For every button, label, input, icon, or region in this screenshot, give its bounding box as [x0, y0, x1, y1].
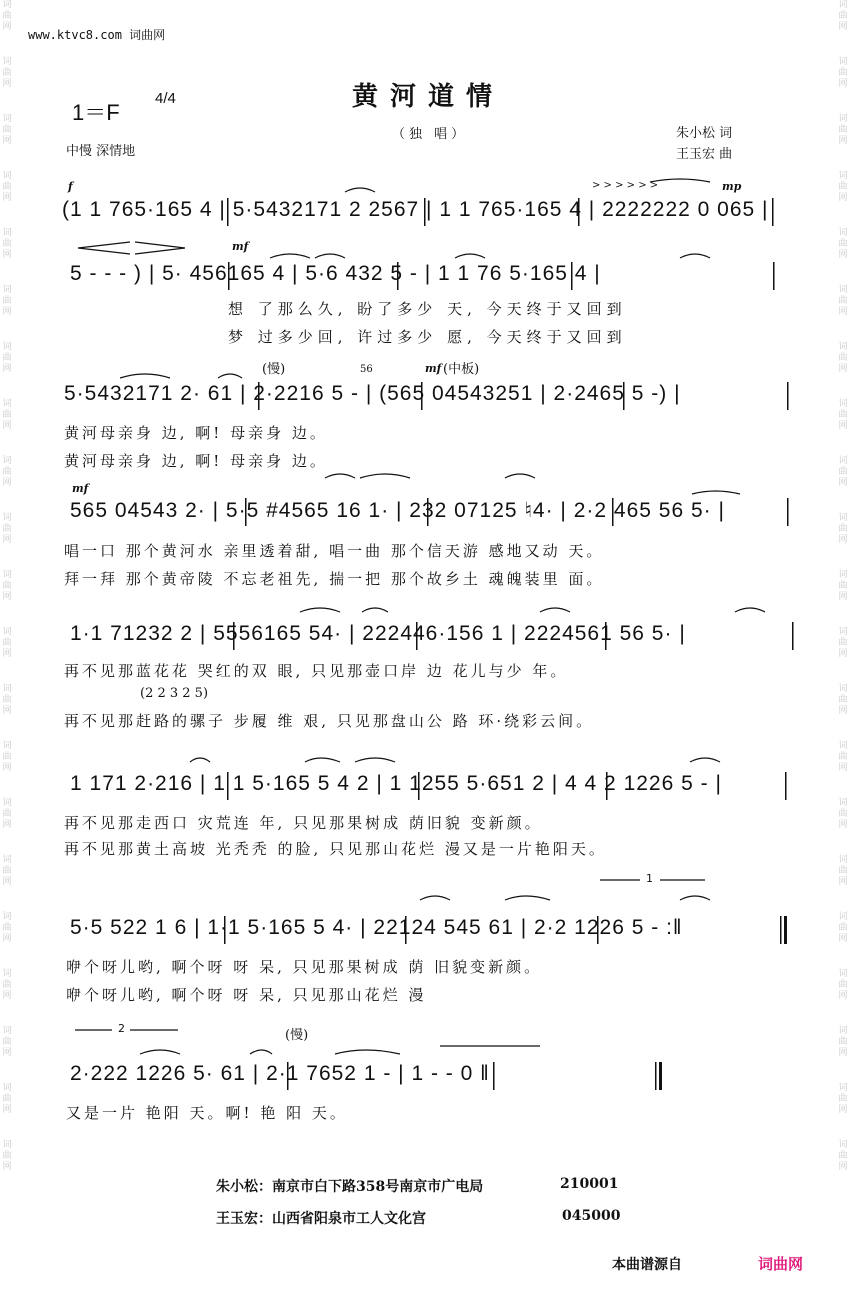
watermark-text: 词 曲 网: [838, 228, 848, 260]
watermark-text: 词 曲 网: [838, 627, 848, 659]
lyric-line: 拜一拜 那个黄帝陵 不忘老祖先, 揣一把 那个故乡土 魂魄装里 面。: [64, 570, 605, 588]
watermark-text: 词 曲 网: [2, 798, 12, 830]
watermark-text: 词 曲 网: [838, 1140, 848, 1172]
contact-composer: 王玉宏：山西省阳泉市工人文化宫: [216, 1211, 426, 1227]
watermark-text: 词 曲 网: [838, 399, 848, 431]
lyric-line: 黄河母亲身 边, 啊! 母亲身 边。: [64, 452, 328, 470]
lyric-line: 又是一片 艳阳 天。啊! 艳 阳 天。: [66, 1104, 348, 1122]
watermark-text: 词 曲 网: [838, 1083, 848, 1115]
variant-notes: (2 2 3 2 5): [140, 686, 209, 701]
key-signature: 1＝F: [72, 100, 120, 125]
notation-line: (1 1 765·165 4 | 5·5432171 2 2567 | 1 1 765·165 4 | 2222222 0 065 |: [62, 198, 769, 221]
watermark-text: 词 曲 网: [838, 171, 848, 203]
watermark-text: 词 曲 网: [2, 969, 12, 1001]
watermark-text: 词 曲 网: [2, 228, 12, 260]
tempo-expression: 中慢 深情地: [66, 144, 136, 159]
watermark-text: 词 曲 网: [838, 342, 848, 374]
watermark-text: 词 曲 网: [838, 570, 848, 602]
watermark-text: 词 曲 网: [2, 855, 12, 887]
dynamic-mark: mf: [232, 240, 249, 253]
postal-code: 045000: [562, 1208, 621, 1224]
watermark-text: 词 曲 网: [838, 57, 848, 89]
watermark-text: 词 曲 网: [838, 684, 848, 716]
notation-line: 1·1 71232 2 | 5556165 54· | 222446·156 1 | 2224561 56 5· |: [70, 622, 686, 645]
notation-line: 5·5432171 2· 61 | 2·2216 5 - | (565 04543251 | 2·2465 5 -) |: [64, 382, 681, 405]
site-url[interactable]: www.ktvc8.com 词曲网: [28, 28, 166, 42]
lyric-line: 再不见那蓝花花 哭红的双 眼, 只见那壶口岸 边 花儿与少 年。: [64, 662, 569, 680]
notation-line: 5·5 522 1 6 | 1·1 5·165 5 4· | 22124 545 61 | 2·2 1226 5 - :‖: [70, 916, 683, 939]
watermark-text: 词 曲 网: [838, 855, 848, 887]
lyric-line: 咿个呀儿哟, 啊个呀 呀 呆, 只见那山花烂 漫: [66, 986, 427, 1004]
tempo-mark: (慢): [262, 362, 286, 377]
watermark-text: 词 曲 网: [2, 684, 12, 716]
lyric-line: 咿个呀儿哟, 啊个呀 呀 呆, 只见那果树成 荫 旧貌变新颜。: [66, 958, 543, 976]
watermark-text: 词 曲 网: [2, 570, 12, 602]
watermark-text: 词 曲 网: [2, 0, 12, 32]
volta-2: 2: [118, 1022, 125, 1035]
dynamic-mark: mp: [722, 180, 742, 193]
watermark-text: 词 曲 网: [2, 513, 12, 545]
watermark-text: 词 曲 网: [838, 798, 848, 830]
brand-link[interactable]: 词曲网: [758, 1255, 804, 1273]
watermark-text: 词 曲 网: [838, 285, 848, 317]
postal-code: 210001: [560, 1176, 619, 1192]
watermark-text: 词 曲 网: [2, 912, 12, 944]
watermark-text: 词 曲 网: [2, 57, 12, 89]
time-signature: 4/4: [155, 90, 176, 107]
watermark-text: 词 曲 网: [2, 1140, 12, 1172]
watermark-text: 词 曲 网: [2, 741, 12, 773]
grace-notes: 56: [360, 364, 373, 375]
watermark-text: 词 曲 网: [838, 1026, 848, 1058]
lyric-line: 再不见那黄土高坡 光秃秃 的脸, 只见那山花烂 漫又是一片艳阳天。: [64, 840, 607, 858]
subtitle: （独 唱）: [392, 127, 469, 142]
notation-line: 1 171 2·216 | 1 1 5·165 5 4 2 | 1 1255 5·651 2 | 4 4 2 1226 5 - |: [70, 772, 722, 795]
lyric-line: 黄河母亲身 边, 啊! 母亲身 边。: [64, 424, 328, 442]
watermark-text: 词 曲 网: [2, 1026, 12, 1058]
watermark-text: 词 曲 网: [838, 912, 848, 944]
page-title: 黄河道情: [352, 82, 505, 112]
watermark-text: 词 曲 网: [838, 969, 848, 1001]
notation-line: 2·222 1226 5· 61 | 2·1 7652 1 - | 1 - - 0 ‖: [70, 1062, 490, 1085]
notation-line: 5 - - - ) | 5· 456165 4 | 5·6 432 5 - | 1 1 76 5·165 4 |: [70, 262, 601, 285]
notation-line: 565 04543 2· | 5·5 #4565 16 1· | 232 07125 ♮4· | 2·2 465 56 5· |: [70, 499, 725, 522]
watermark-text: 词 曲 网: [838, 741, 848, 773]
dynamic-mark: f: [68, 180, 73, 193]
dynamic-mark: mf: [425, 362, 442, 375]
tempo-mark: (慢): [285, 1028, 309, 1043]
composer-credit: 王玉宏 曲: [676, 147, 733, 162]
watermark-text: 词 曲 网: [2, 171, 12, 203]
lyric-line: 想 了那么久, 盼了多少 天, 今天终于又回到: [228, 300, 627, 318]
contact-lyricist: 朱小松：南京市白下路358号南京市广电局: [216, 1179, 484, 1195]
lyric-line: 再不见那走西口 灾荒连 年, 只见那果树成 荫旧貌 变新颜。: [64, 814, 543, 832]
lyricist-credit: 朱小松 词: [676, 126, 733, 141]
watermark-text: 词 曲 网: [838, 0, 848, 32]
watermark-text: 词 曲 网: [838, 456, 848, 488]
watermark-text: 词 曲 网: [2, 285, 12, 317]
accent-marks: > > > > > >: [592, 180, 659, 191]
dynamic-mark: mf: [72, 482, 89, 495]
watermark-text: 词 曲 网: [2, 627, 12, 659]
watermark-text: 词 曲 网: [838, 513, 848, 545]
tempo-mark: (中板): [443, 362, 480, 377]
watermark-text: 词 曲 网: [2, 456, 12, 488]
watermark-text: 词 曲 网: [838, 114, 848, 146]
lyric-line: 唱一口 那个黄河水 亲里透着甜, 唱一曲 那个信天游 感地又动 天。: [64, 542, 605, 560]
volta-1: 1: [646, 872, 653, 885]
lyric-line: 梦 过多少回, 许过多少 愿, 今天终于又回到: [228, 328, 627, 346]
source-text: 本曲谱源自: [612, 1257, 682, 1273]
watermark-text: 词 曲 网: [2, 399, 12, 431]
lyric-line: 再不见那赶路的骡子 步履 维 艰, 只见那盘山公 路 环·绕彩云间。: [64, 712, 595, 730]
watermark-text: 词 曲 网: [2, 114, 12, 146]
watermark-text: 词 曲 网: [2, 1083, 12, 1115]
watermark-text: 词 曲 网: [2, 342, 12, 374]
